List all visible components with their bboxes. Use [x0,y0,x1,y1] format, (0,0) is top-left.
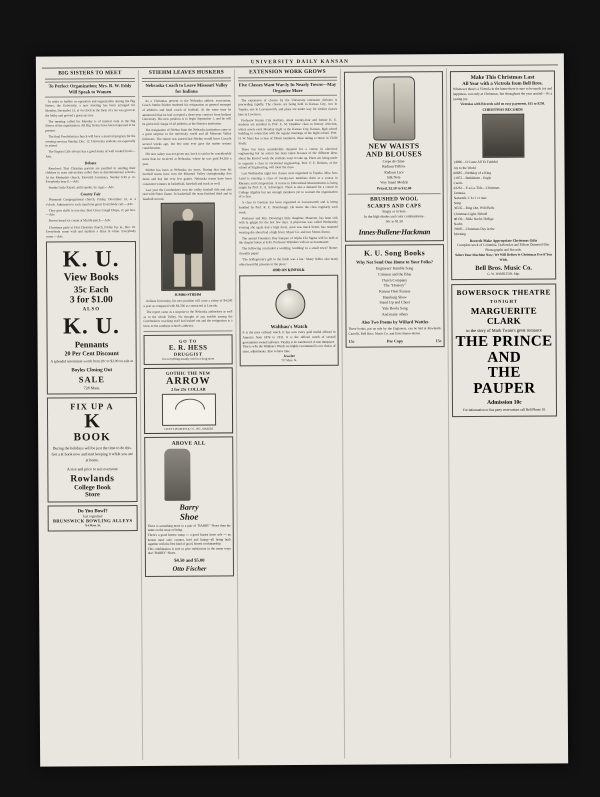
ad-bowling-small: Just organized [82,514,103,519]
ad-waltham-watch[interactable] [239,275,339,366]
theatre-phone-note: For information or line party reservations call Bell Phone 10. [463,407,546,412]
ad-bowersock-theatre[interactable] [451,283,557,417]
paragraph: His new salary was not given out, but it is said to be considerably more than he received at Nebraska, where he was paid $4,500 a year. [142,151,232,166]
ad-arrow-gothic: GOTHIC THE NEW [165,370,211,376]
watch-face [275,289,305,319]
list-item: Kansas Dear Kansas [379,289,411,294]
paragraph: There has been considerable demand for a course in electrical engineering but no action has been taken because of the different ideas about the kind of work the students want to take up. Plans are being made to organize a class in vocational engineering. Prof. F. E. Roberts, of the school of Engineering, will meet the class. [238,146,338,170]
list-item: Christmas Light, Behold [453,211,488,216]
ad-xmas-store: Bell Bros. Music Co. [475,264,533,272]
ad-waists-line5: Very Smart Models [380,180,409,185]
col3-odd-head: ODD ON KINFOLK [272,268,305,273]
divider [144,330,233,332]
column-2 [138,69,238,760]
paragraph: The final Presbyterian church will have a musical program for the evening services Sunday, Dec. 12. University students are especially to attend. [45,133,136,148]
col1-headline: BIG SISTERS TO MEET [45,70,135,79]
ad-brushed-line1: Singly or in Sets- [382,209,407,214]
ad-bowling-name: BRUNSWICK BOWLING ALLEYS [52,518,133,524]
paragraph: Last year the Cornhuskers won the valley football title and also tied with Notre Dame. In basketball the team finished third and in baseball second. [142,187,232,201]
ad-kbook-k: K [84,410,100,433]
shoe-figure [164,448,190,500]
ad-kbook-store: Rowlands [70,474,115,485]
list-item: Stand Up and Cheer [379,300,411,305]
ad-shoe-line1: There is something more to a pair of "BARRY" Shoes than the name on the strap or lining. [147,523,231,533]
ad-store-signature: Innes·Bullene·Hackman [358,227,431,237]
ad-waists-price: Priced, $2.50 to $12.00 [376,186,412,191]
collar-illustration [161,393,215,425]
list-item: The "Hosiery" [383,283,406,288]
newspaper-page [36,53,568,766]
col1-article-body [45,99,135,159]
ad-xmas-manager: G. W. HAMILTON, Mgr. [487,271,520,276]
shoe-illustration [158,448,220,500]
ad-songbooks-sub: Why Not Send One Home to Your Folks? [356,259,434,265]
ad-hess-line: for everything usually sold in a drug store [162,356,215,361]
ad-xmas-gifts-line: Complete stock of Columbia, Grafonolas and Edison Diamond Disc Phonographs and Records. [457,242,550,252]
theatre-star: MARGUERITE CLARK [470,305,537,326]
col3-subhead: Five Classes Want War-ly In Nearly Towns—May Organize More [238,80,337,97]
ad-ku-price1: 35c Each [73,284,109,295]
price-mid: Per Copy [387,338,404,344]
list-item: 60685—Birthday of a King [453,170,491,175]
ad-hess-name: E. R. HESS [168,343,208,352]
paragraph: The expansion of classes by the University extension division is proceeding rapidly. The classes are being held in Kansas City, two in Topeka, one in Leavenworth, and plans are under way for similar classes here in Lawrence. [238,97,338,116]
paragraph: Smoke Little Kaysit, mild smoke, by cigar.—Adv. [48,185,115,190]
ad-victrola-christmas[interactable] [450,70,556,279]
list-item: Fantasia, [453,191,466,196]
ad-arrow-name: ARROW [166,375,211,387]
ad-hess-trade: DRUGGIST [173,351,203,357]
ad-shoe-script: Barry [179,502,199,512]
theatre-title-line2: THE PAUPER [473,365,536,398]
ad-kbook-store3: Store [85,491,100,499]
list-item: Dutch Company [382,278,408,283]
ad-ku-address: 728 Mass. [83,385,101,391]
ad-hess-druggist[interactable] [144,334,233,365]
ad-ku-title-2: K. U. [63,313,120,339]
ad-shoe-line2: There's a good honest vamp — a good honest inner sole — an honest outer sole, counter, heel and lining—all being built together with the best kind of good, honest workmanship. [147,532,231,547]
col2-article-body-2 [143,299,232,329]
col1-county-head: County Fair [80,192,101,197]
ad-hess-goto: GO TO [178,338,198,344]
paragraph: Christmas party at First Christian church, Friday 8 p. m., Dec. 10. Everybody come with and students a dime in value. Everybody come.—Adv. [45,224,136,239]
paragraph: Professor Kenny City teachers, about twenty-four and former K. U. students are enrolled in Prof. E. M. Hopkins' class in literary criticism, which meets each Monday night at the Kansas City, Kansas, high school building in connection with the regular meetings of the night school. Prof. H. W. Mars has a class of fifteen members, those taking a course in 'Child Study.' [238,117,338,146]
ad-bowling[interactable] [48,505,138,532]
paragraph: Resolved: That Christian parents are justified in sending their children to state universities rather than to denominational schools. At the Methodist church, Eleventh Louisiana, Sunday 6:45 p. m. Everybody bear it.—Adv. [45,165,136,184]
ad-brushed-line3: 50c to $1.50 [385,219,404,224]
photo-caption: JUMBO STIEHM [174,293,202,298]
ad-ku-closing: Boyles Closing Out [71,368,113,374]
ad-xmas-record-list [453,160,552,237]
paragraph: The report came as a surprise to the Nebraska authorities as well as to the whole Valley. No thought of any trouble among the Cornhuskers coaching staff had leaked out and the resignation is a blow to the southern school's athletics. [143,309,233,328]
ad-shoe-script2: Shoe [179,511,199,522]
ad-xmas-body2: Victrolas with Records sold on easy payments, $15 to $250. [460,101,546,106]
ad-xmas-select: Select Your Machine Now; We Will Deliver it Christmas Eve if You Wish. [455,252,552,262]
list-item: 88139—Stille Nacht, Heilige [453,216,494,221]
photo-torso [172,221,202,255]
ad-xmas-body1: Whenever there's a Victrola in the home there is sure to be much joy and happiness, not only at Christmas, but throughout the year around—it's a lasting joy. [453,86,553,101]
col1-debate-body [46,166,136,191]
victrola-illustration [482,114,524,158]
ad-bowling-address: 714 Mass. St. [84,523,101,528]
list-item: Morning [453,231,466,237]
divider [348,193,441,195]
photo-leg-right [191,254,202,287]
ad-waists-head2: AND BLOUSES [365,149,422,159]
col1-debate-head: Debate [84,160,97,165]
col2-subhead: Nebraska Coach to Leave Missouri Valley for Indiana [142,80,231,96]
ad-kbook-row: A size and price to suit everyone [66,467,118,472]
ad-ku-song-books[interactable] [345,244,445,347]
paragraph: The following concluded a wedding 'wedding' in a small town? Home-chaseltis paper: [239,246,339,256]
ad-watch-body2: That is why the Walthau's Watch we highly recommend is our choice of sizes, adjustments. Also to have time. [242,344,336,354]
list-item: Song [453,201,461,206]
ad-xmas-head2: All Year with a Victrola from Bell Bros. [462,81,543,87]
col1-county-body [46,197,136,239]
ad-watch-address: 727 Mass. St. [281,357,298,362]
watch-illustration [272,281,306,323]
col2-headline: STIEHM LEAVES HUSKERS [142,69,231,78]
theatre-name: BOWERSOCK THEATRE [456,288,552,297]
ad-arrow-price: 2 for 25c COLLAR [171,386,206,392]
ad-shoe-line3: This combination is sure to give satisfaction in the many ways that "BARRY" Shoes. [147,546,231,556]
list-item: 63261—Y-u-l-e-Tide—Christmas [453,185,500,191]
ad-songbooks-list [348,266,441,318]
column-4 [340,68,450,759]
ad-xmas-head1: Make This Christmas Last [470,74,535,81]
paragraph: Professor and Mrs. Downing's little daughter, Maureen, has been sick with la grippe for the last few days. A physician was called Wednesday evening she again had a high fever, soon was much better, has resumed wearing she about had a high fever. Music Co. and two Stereo-Stereo. [238,215,338,235]
ad-kbook-store2: College Book [74,484,111,492]
ad-new-waists[interactable] [344,71,444,242]
list-item: 36535—Ring Out, Wild Bells [453,206,495,211]
ad-ku-view: View Books [63,271,119,284]
paragraph: A class in German has been organized at Leavenworth and is being handled by Prof. R. E. Brumbaugh. He meets the class regularly each week. [238,200,338,215]
ad-ku-title: K. U. [62,246,120,272]
list-item: Hamburg Show [382,295,407,300]
ad-ku-view-books[interactable] [46,241,137,395]
ad-songbooks-also: Also Two Poems by Willard Wattles [361,319,429,326]
price-left: 15c [348,338,355,344]
ad-ku-also: ALSO [82,307,101,313]
ad-kbook-line1: FIX UP A [70,401,114,412]
ad-arrow-collar[interactable] [144,367,233,434]
ad-waists-line3: Radium Lace [384,169,404,175]
ad-ku-pennants: Pennants [74,339,109,350]
paragraph: The resignation of Stiehm from the Nebraska institution came as a great surprise to the university world and all Missouri Valley followers. The rumor was started that Stiehm would leave Lincoln several weeks ago, but few men ever gave the matter serious consideration. [142,127,232,151]
ad-waists-head1: NEW WAISTS [368,141,420,151]
ad-bowling-question: Do You Bowl? [77,509,108,515]
col1-subhead: To Perfect Organization; Mrs. R. W. Eddy Will Speak to Women [45,81,135,97]
photo-leg-left [174,254,185,287]
ad-songbooks-note: These books, put on sale by the Engineers, can be had at Rowlands, Carrolls, Bell Bros. Music Co. and Emo Stereo-Stereo. [348,326,442,336]
list-item: 14096—O Come All Ye Faithful [453,160,498,165]
theatre-title-line1: THE PRINCE AND [455,333,553,366]
ad-waists-line4: Silk Nets- [386,175,402,180]
dress-illustration [372,76,414,140]
ad-arrow-maker: CLUETT, PEABODY & CO., INC., MAKERS [163,427,214,431]
list-item: Joy to the World [453,165,476,170]
ad-watch-body1: It is the pure railroad watch. It has won every gold medal offered in America from 1876 to 1911. It is the official watch of several government-owned railways. Vitality is its watchword. A true timepiece. [242,330,336,345]
paragraph: The Baptist Cafe always has a good menu of well cooked food.—Adv. [45,149,136,159]
paragraph: In order to further co-operation and organization among the Big Sisters, the University, a new meeting has been arranged for Monday, December 13, at 4 o'clock in the form of a tea was given in the lobby and proved a great success. [45,98,136,118]
column-1 [42,70,142,761]
paragraph: Stiehm has been at Nebraska six years. During that time his football teams have won the Missouri Valley championship five times and lost but very few games. Nebraska teams have been consistent winners in basketball, baseball and track as well. [142,167,232,186]
paragraph: They give shifts to you day. Best Cross Cough Drops, 2c per box.—Adv. [45,207,136,217]
ad-ku-price2: 3 for $1.00 [69,295,113,306]
ad-ku-splendid: A splendid assortment worth from 20c to $2.00 on sale at [50,359,133,364]
paragraph: As a Christmas present to the Nebraska athletic association, Coach Jumbo Stiehm tendered his resignation as general manager of athletics and head coach of football. At the same time he announced that he had accepted a three-year contract from Indiana University. His new position is to begin September 1, and he will be given full charge of all athletics at the Hoosier institution. [142,98,232,126]
ad-barry-shoe[interactable] [144,436,234,577]
ad-brushed-head2: SCARFS AND CAPS [367,202,422,210]
list-item: 21872—Bethlehem - Jingle [453,175,492,180]
ad-shoe-above: ABOVE ALL [171,440,206,447]
ad-watch-jeweler: Jeweler [283,353,296,358]
ad-watch-head: Walthau's Watch [270,325,308,331]
col2-article-body [142,98,232,201]
paragraph: Indiana University, his new position will carry a salary of $4,500 a year as compared with $4,500 as contracted at Lincoln. [143,298,233,309]
col3-headline: EXTENSION WORK GROWS [238,69,337,78]
list-item: Nacht, [453,221,463,226]
ad-kbook-book: BOOK [73,431,111,444]
paragraph: The meeting called for Monday is of interest only to the Big Sisters of the organization. All Big Sisters have been requested to be present. [45,118,136,133]
ad-shoe-price: $4.50 and $5.00 [174,557,205,563]
list-item: And many others [381,312,409,317]
column-5 [446,67,562,758]
theatre-tonight: TONIGHT [489,298,518,304]
ad-shoe-merchant: Otto Fischer [172,565,207,573]
column-container [42,67,562,760]
list-item: Crimson and the Blue [378,272,412,277]
ad-waists-line1: Crepe de chine- [382,159,406,164]
theatre-tagline: in the story of Mark Twain's great romance [466,327,542,333]
list-item: Nazareth, C h r i s t mas [453,196,487,201]
ad-xmas-gifts-head: Records Make Appropriate Christmas Gifts [469,238,538,244]
list-item: Carols [453,180,463,185]
masthead: UNIVERSITY DAILY KANSAN [42,57,558,68]
paragraph: The annual Founder's Day banquet of Alpha Chi Sigma will be held at the chapter house at 6:45. Professor Whitaker will act as toastmaster. [238,235,338,245]
ad-kbook-text: During the holidays will be just the time to do this. Get a K book now and start keeping it while you are at home. [51,446,133,463]
ad-brushed-line2: In the high shades and color combinations- [364,214,425,219]
ad-brushed-head1: BRUSHED WOOL [370,196,419,203]
ad-xmas-records-head: CHRISTMAS RECORDS [482,108,523,113]
paragraph: Plymouth Congregational church, Friday, December 10, at 4 o'clock. Admission to each stand one good. Everybody call.—Adv. [45,197,136,207]
theatre-admission: Admission 10c [487,399,522,406]
ad-ku-discount: 20 Per Cent Discount [64,351,119,358]
ad-k-book[interactable] [47,397,138,502]
list-item: Yale Boola Song [382,306,408,311]
price-right: 15c [435,338,442,344]
list-item: 70005—Christmas Day in the [453,226,495,231]
ad-waists-line2: Radium Taffeta- [382,164,406,169]
col3-article-body [238,97,338,266]
paragraph: Brown bread ice cream at Myrtle-patch.—Adv. [48,218,111,224]
ad-ku-sale: SALE [78,374,105,385]
list-item: Engineers' Ramble Song [375,266,414,271]
paragraph: Last Wednesday night two classes were organized in Topeka. Miss Sara Laird is meeting a class of twenty-two members there at a course in Rhetoric and Composition. A course in Educational Measurements is being taught by Prof. E. A. Schweigert. There is also a demand for a course in College Algebra but not enough members yet to warrant the organization of a class. [238,171,338,199]
column-3 [234,69,344,760]
photo-jumbo-stiehm [160,203,215,291]
paragraph: 'The bridegroom's gift to the bride was a hat.' Many brides also many other beautiful presents to the place.' [239,256,339,267]
ad-songbooks-head: K. U. Song Books [364,248,425,258]
ad-songbooks-prices [349,338,442,344]
